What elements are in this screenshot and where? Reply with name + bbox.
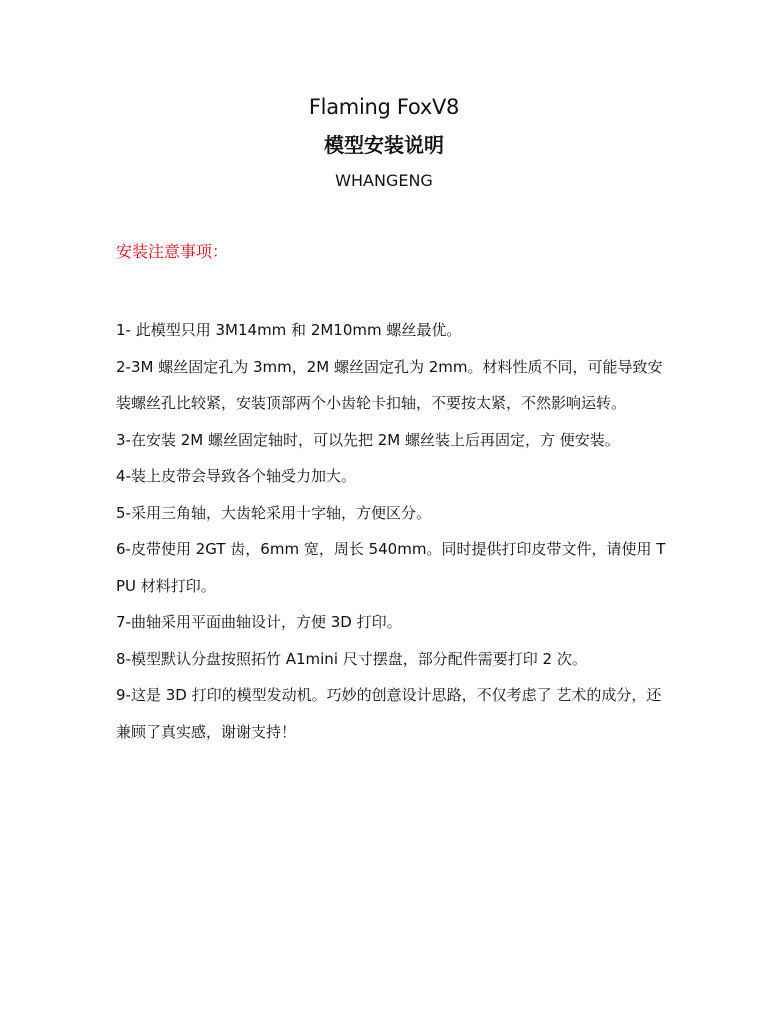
instruction-item: 8-模型默认分盘按照拓竹 A1mini 尺寸摆盘，部分配件需要打印 2 次。: [116, 649, 587, 668]
instruction-item: 7-曲轴采用平面曲轴设计，方便 3D 打印。: [116, 613, 402, 631]
instruction-item: 1- 此模型只用 3M14mm 和 2M10mm 螺丝最优。: [116, 321, 462, 339]
instruction-item: 9-这是 3D 打印的模型发动机。巧妙的创意设计思路，不仅考虑了 艺术的成分，还兼顾了真实感，谢谢支持！: [116, 686, 662, 741]
document-author: WHANGENG: [335, 171, 433, 190]
document-title: Flaming FoxV8: [308, 95, 460, 119]
instruction-item: 4-装上皮带会导致各个轴受力加大。: [116, 467, 356, 485]
notice-heading: 安装注意事项：: [116, 242, 229, 261]
instruction-list: [116, 312, 666, 750]
instruction-item: 2-3M 螺丝固定孔为 3mm，2M 螺丝固定孔为 2mm。材料性质不同，可能导致安装螺丝孔比较紧，安装顶部两个小齿轮卡扣轴，不要按太紧，不然影响运转。: [116, 357, 663, 412]
instruction-item: 5-采用三角轴，大齿轮采用十字轴，方便区分。: [116, 503, 431, 522]
instruction-item: 6-皮带使用 2GT 齿，6mm 宽，周长 540mm。同时提供打印皮带文件，请使用 TPU 材料打印。: [116, 540, 666, 595]
instruction-item: 3-在安装 2M 螺丝固定轴时，可以先把 2M 螺丝装上后再固定，方 便安装。: [116, 430, 620, 449]
document-subtitle: 模型安装说明: [324, 133, 444, 157]
